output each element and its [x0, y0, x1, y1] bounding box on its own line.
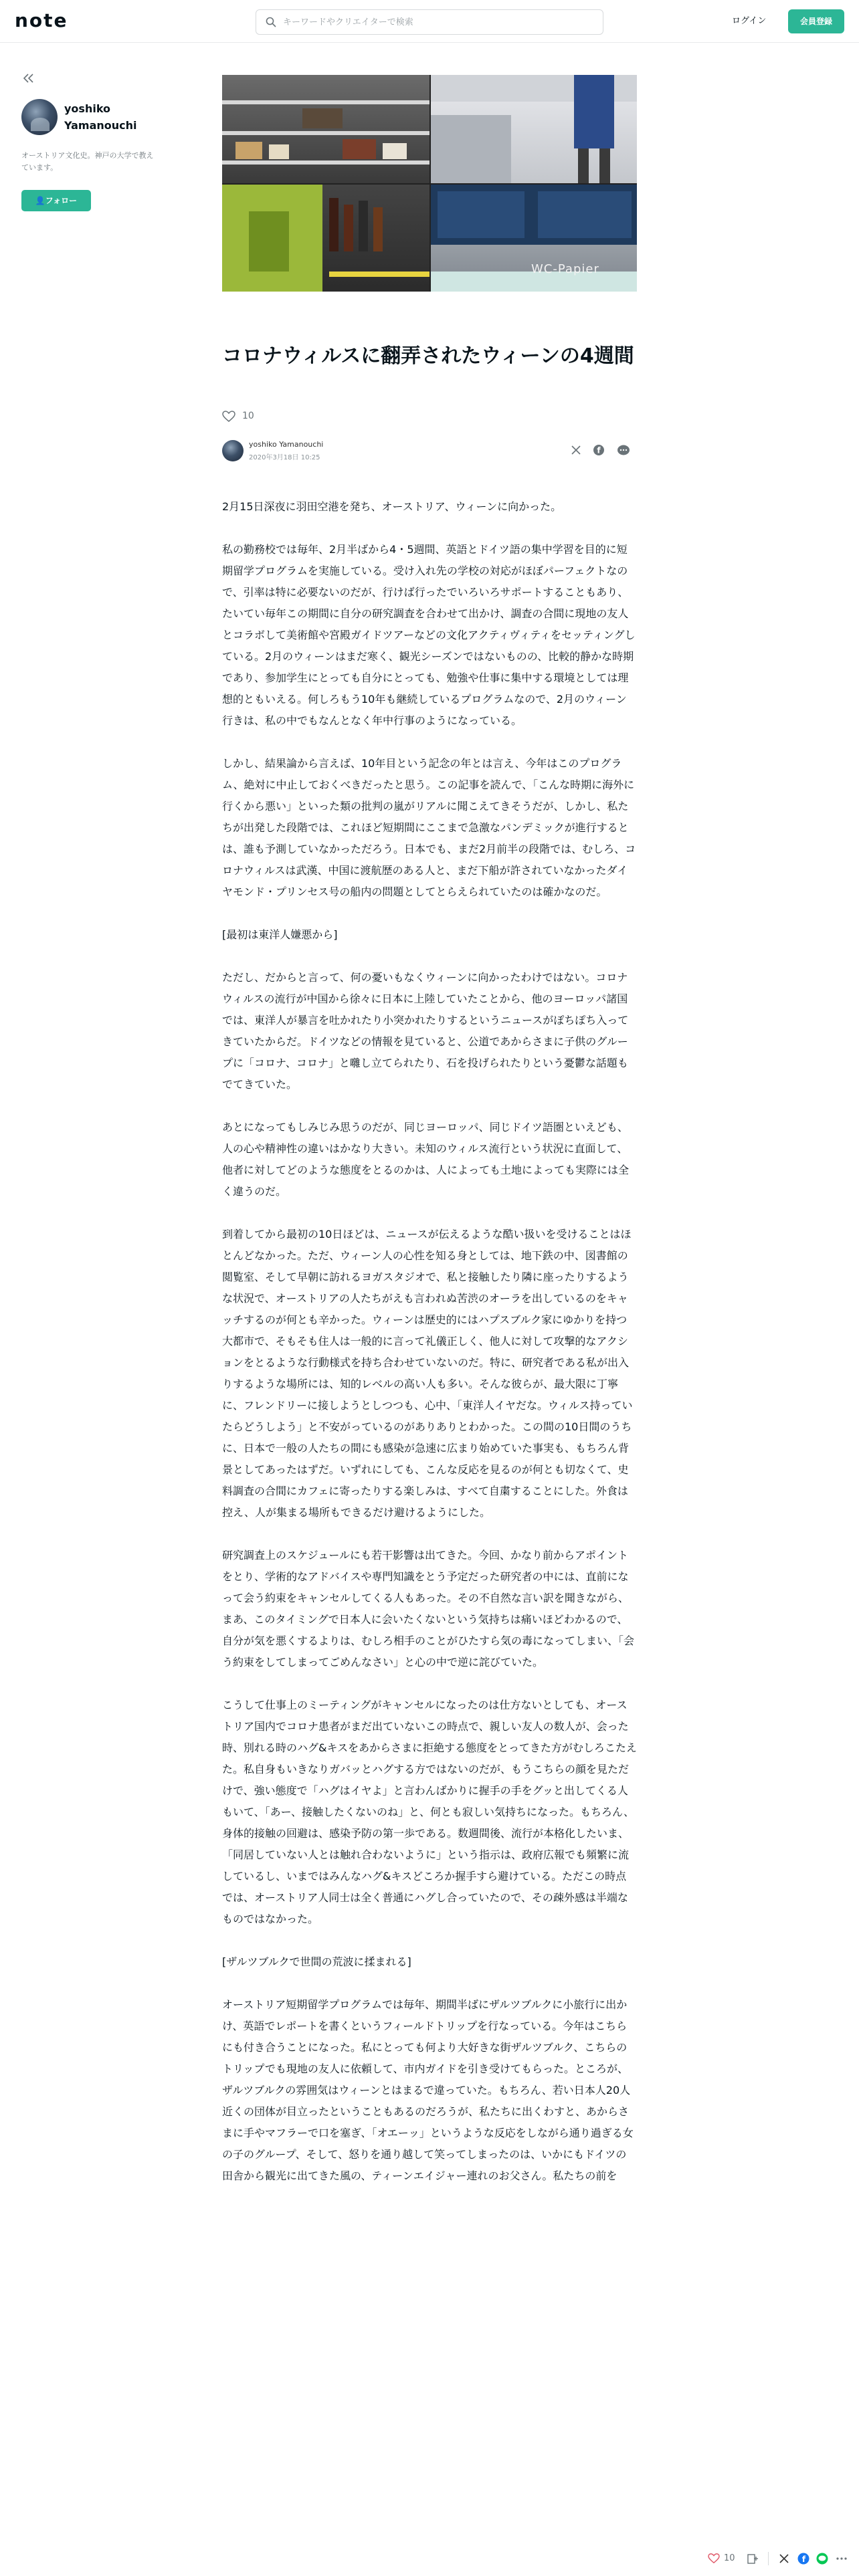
author-bio: オーストリア文化史。神戸の大学で教えています。	[21, 151, 154, 172]
article-paragraph: 2月15日深夜に羽田空港を発ち、オーストリア、ウィーンに向かった。	[222, 500, 562, 513]
search-input[interactable]	[283, 10, 591, 34]
article-paragraph: ただし、だからと言って、何の憂いもなくウィーンに向かったわけではない。コロナウィルスの流行が中国から徐々に日本に上陸していたことから、他のヨーロッパ諸国では、東洋人が暴言を吐かれたり小突かれたりするというニュースがぽちぽち入ってきていたからだ。ドイツなどの情報を見ていると、公道であからさまに子供のグループに「コロナ、コロナ」と囃し立てられたり、石を投げられたりという憂鬱な話題もでてきていた。	[222, 971, 629, 1091]
search-icon	[266, 17, 276, 27]
follow-label: フォロー	[45, 196, 78, 205]
floating-like-count: 10	[724, 2553, 735, 2563]
article-body	[222, 496, 637, 2208]
svg-text:f: f	[597, 445, 601, 455]
cover-sign-text: WC-Papier	[531, 262, 599, 276]
cover-tile-bottles	[222, 185, 430, 292]
article-title: コロナウィルスに翻弄されたウィーンの4週間	[222, 344, 634, 368]
x-share-icon[interactable]	[779, 2553, 789, 2564]
line-share-icon[interactable]	[816, 2553, 828, 2565]
divider	[768, 2552, 769, 2565]
meta-author-name[interactable]: yoshiko Yamanouchi	[249, 440, 324, 449]
section-heading: [ザルツブルクで世間の荒波に揉まれる]	[222, 1955, 411, 1968]
login-link[interactable]: ログイン	[732, 16, 767, 26]
article-paragraph: オーストリア短期留学プログラムでは毎年、期間半ばにザルツブルクに小旅行に出かけ、英語でレポートを書くというフィールドトリップを行なっている。今年はこちらにも付き合うことになった。私にとっても何より大好きな街ザルツブルク、こちらのトリップでも現地の友人に依頼して、市内ガイドを引き受けてもらった。ところが、ザルツブルクの雰囲気はウィーンとはまるで違っていた。もちろん、若い日本人20人近くの団体が目立ったということもあるのだろうが、私たちに出くわすと、あからさまに手やマフラーで口を塞ぎ、「オエーッ」というような反応をしながら通り過ぎる女の子のグループ、そして、怒りを通り越して笑ってしまったのは、いかにもドイツの田舎から観光に出てきた風の、ティーンエイジャー連れのお父さん。私たちの前を	[222, 1998, 634, 2182]
search-box[interactable]	[256, 9, 603, 35]
x-share-icon[interactable]	[570, 444, 582, 456]
article-paragraph: こうして仕事上のミーティングがキャンセルになったのは仕方ないとしても、オーストリア国内でコロナ患者がまだ出ていないこの時点で、親しい友人の数人が、会った時、別れる時のハグ&キスをあからさまに拒絶する態度をとってきた方がむしろこたえた。私自身もいきなりガバッとハグする方ではないのだが、もうこちらの顔を見ただけで、強い態度で「ハグはイヤよ」と言わんばかりに握手の手をグッと出してくる人もいて、「あー、接触したくないのね」と、何とも寂しい気持ちになった。もちろん、身体的接触の回避は、感染予防の第一歩である。数週間後、流行が本格化したいま、「同居していない人とは触れ合わないように」という指示は、政府広報でも頻繁に流しているし、いまではみんなハグ&キスどころか握手すら避けている。ただこの時点では、オーストリア人同士は全く普通にハグし合っていたので、その疎外感は半端なものではなかった。	[222, 1699, 637, 1925]
publish-date: 2020年3月18日 10:25	[249, 454, 320, 461]
meta-author-avatar[interactable]	[222, 440, 244, 461]
svg-text:f: f	[801, 2555, 806, 2564]
add-user-icon: 👤	[35, 196, 45, 205]
note-logo[interactable]: note	[15, 9, 68, 31]
like-count: 10	[242, 411, 254, 421]
article-paragraph: しかし、結果論から言えば、10年目という記念の年とは言え、今年はこのプログラム、絶対に中止しておくべきだったと思う。この記事を読んで、「こんな時期に海外に行くから悪い」といった類の批判の嵐がリアルに聞こえてきそうだが、しかし、私たちが出発した段階では、これほど短期間にここまで急激なパンデミックが進行するとは、誰も予測していなかっただろう。日本でも、まだ2月前半の段階では、むしろ、コロナウィルスは武漢、中国に渡航歴のある人と、まだ下船が許されていなかったダイヤモンド・プリンセス号の船内の問題としてとらえられていたのは確かなのだ。	[222, 757, 636, 898]
cover-image	[222, 75, 637, 292]
cover-tile-toilet-paper-shelf	[431, 185, 637, 292]
author-name[interactable]: yoshiko Yamanouchi	[64, 102, 137, 132]
heart-icon[interactable]	[222, 411, 235, 423]
follow-button[interactable]	[21, 190, 91, 211]
facebook-share-icon[interactable]	[797, 2553, 809, 2565]
article-paragraph: 到着してから最初の10日ほどは、ニュースが伝えるような酷い扱いを受けることはほとんどなかった。ただ、ウィーン人の心性を知る身としては、地下鉄の中、図書館の閲覧室、そして早朝に訪れるヨガスタジオで、私と接触したり隣に座ったりするような状況で、オーストリアの人たちがえも言われぬ苦渋のオーラを出しているのをキャッチするのが何とも辛かった。ウィーンは歴史的にはハプスブルク家にゆかりを持つ大都市で、そもそも住人は一般的に言って礼儀正しく、他人に対して攻撃的なアクションをとるような行動様式を持ち合わせていないのだ。特に、研究者である私が出入りするような場所には、知的レベルの高い人も多い。そんな彼らが、最大限に丁寧に、フレンドリーに接しようとしつつも、心中、「東洋人イヤだな。ウィルス持っていたらどうしよう」と不安がっているのがありありとわかった。この間の10日間のうちに、日本で一般の人たちの間にも感染が急速に広まり始めていた事実も、もちろん背景としてあったはずだ。いずれにしても、こんな反応を見るのが何とも切なくて、史料調査の合間にカフェに寄ったりする楽しみは、すべて自粛することにした。外食は控え、人が集まる場所もできるだけ避けるようにした。	[222, 1228, 633, 1519]
article-paragraph: 研究調査上のスケジュールにも若干影響は出てきた。今回、かなり前からアポイントをとり、学術的なアドバイスや専門知識をとう予定だった研究者の中には、直前になって会う約束をキャンセルしてくる人もあった。その不自然な言い訳を聞きながら、まあ、このタイミングで日本人に会いたくないという気持ちは痛いほどわかるので、自分が気を悪くするよりは、むしろ相手のことがひたすら気の毒になってしまい、「会う約束をしてしまってごめんなさい」と心の中で逆に詫びていた。	[222, 1549, 635, 1669]
cover-tile-aisle	[431, 75, 637, 183]
article-paragraph: あとになってもしみじみ思うのだが、同じヨーロッパ、同じドイツ語圏といえども、人の心や精神性の違いはかなり大きい。未知のウィルス流行という状況に直面して、他者に対してどのような態度をとるのかは、人によっても土地によっても実際には全く違うのだ。	[222, 1121, 630, 1198]
author-avatar[interactable]	[21, 99, 58, 135]
floating-action-bar	[696, 2545, 856, 2572]
section-heading: [最初は東洋人嫌悪から]	[222, 928, 338, 941]
signup-button[interactable]: 会員登録	[788, 9, 844, 33]
magazine-add-icon[interactable]	[747, 2553, 759, 2565]
facebook-share-icon[interactable]	[593, 444, 605, 456]
top-header	[0, 0, 859, 43]
like-heart-icon[interactable]	[708, 2553, 720, 2564]
article-paragraph: 私の勤務校では毎年、2月半ばから4・5週間、英語とドイツ語の集中学習を目的に短期留学プログラムを実施している。受け入れ先の学校の対応がほぼパーフェクトなので、引率は特に必要ないのだが、行けば行ったでいろいろサポートすることもあり、たいてい毎年この期間に自分の研究調査を合わせて出かけ、調査の合間に現地の友人とコラボして美術館や宮殿ガイドツアーなどの文化アクティヴィティをセッティングしている。2月のウィーンはまだ寒く、観光シーズンではないものの、比較的静かな時期であり、参加学生にとっても自分にとっても、勉強や仕事に集中する環境としては理想的ともいえる。何しろもう10年も継続しているプログラムなので、2月のウィーン行きは、私の中でもなんとなく年中行事のようになっている。	[222, 543, 636, 727]
collapse-sidebar-icon[interactable]	[21, 71, 36, 86]
more-options-icon[interactable]	[617, 444, 630, 456]
more-options-icon[interactable]	[835, 2553, 848, 2564]
cover-tile-empty-shelves	[222, 75, 430, 183]
